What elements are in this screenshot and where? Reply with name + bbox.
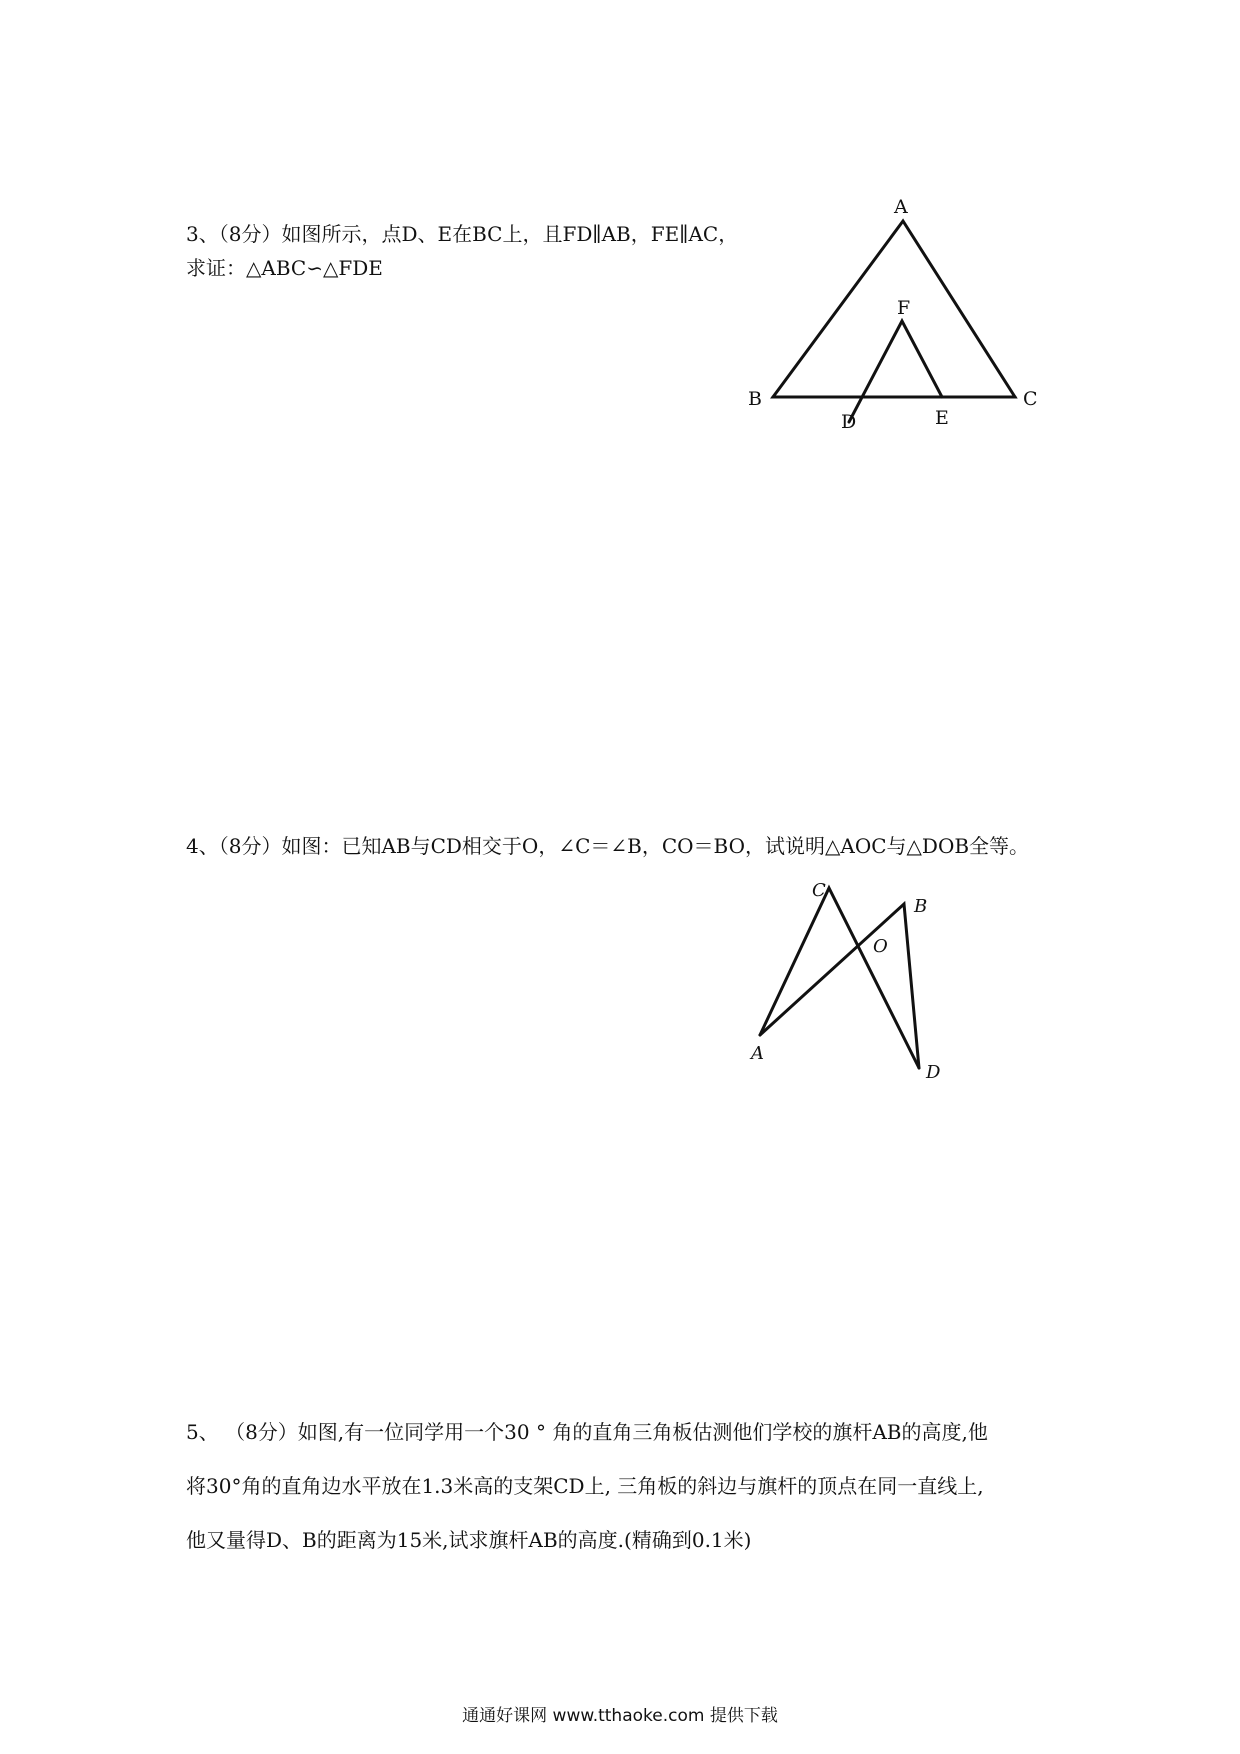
label-d: D [926,1062,941,1083]
problem3-line1: 3、（8分）如图所示，点D、E在BC上，且FD∥AB，FE∥AC， [186,222,739,246]
label-b: B [914,896,928,917]
label-c: C [1023,388,1038,410]
problem3-line2: 求证：△ABC∽△FDE [186,256,383,280]
label-b: B [748,388,762,410]
problem4-line1: 4、（8分）如图：已知AB与CD相交于O，∠C＝∠B，CO＝BO，试说明△AOC与△DOB全等。 [186,834,1030,858]
label-a: A [751,1043,764,1064]
problem5-line1: 5、 （8分）如图,有一位同学用一个30 ° 角的直角三角板估测他们学校的旗杆AB的高度,他 [186,1420,988,1444]
page-footer: 通通好课网 www.tthaoke.com 提供下载 [462,1706,778,1726]
label-o: O [873,936,888,957]
triangle-aoc [760,888,919,1068]
label-a: A [894,196,908,218]
label-c: C [812,880,826,901]
problem5-line3: 他又量得D、B的距离为15米,试求旗杆AB的高度.(精确到0.1米) [186,1528,752,1552]
label-f: F [897,297,911,319]
problem5-line2: 将30°角的直角边水平放在1.3米高的支架CD上, 三角板的斜边与旗杆的顶点在同一直线上, [186,1474,984,1498]
label-d: D [841,411,857,433]
label-e: E [935,407,949,429]
